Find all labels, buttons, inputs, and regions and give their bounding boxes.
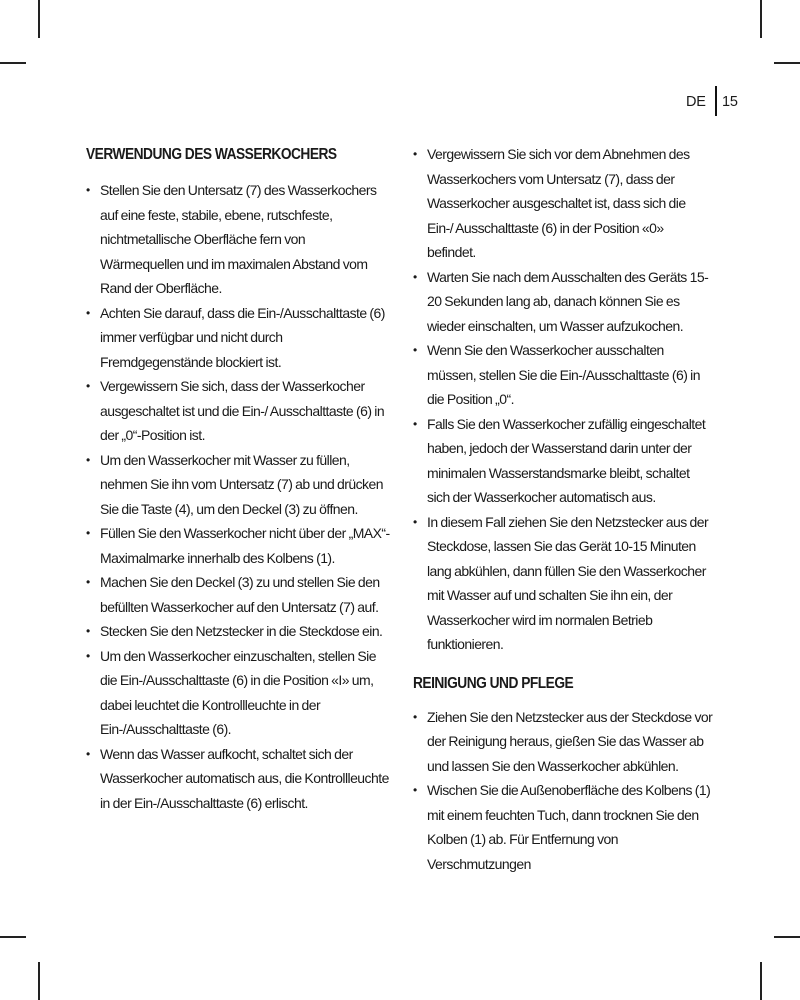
crop-mark-top-left-vertical <box>38 0 40 38</box>
bullet-icon: • <box>86 379 90 393</box>
crop-mark-top-right-horizontal <box>774 62 800 64</box>
list-item: • Achten Sie darauf, dass die Ein-/Ausschalttaste (6) immer verfügbar und nicht durch Fremdgegenstände blockiert ist. <box>86 301 390 375</box>
crop-mark-bottom-left-horizontal <box>0 936 26 938</box>
page-number: 15 <box>722 94 738 110</box>
bullet-icon: • <box>86 624 90 638</box>
language-code: DE <box>686 94 706 110</box>
list-item: • Um den Wasserkocher mit Wasser zu füllen, nehmen Sie ihn vom Untersatz (7) ab und drücken Sie die Taste (4), um den Deckel (3) zu öffnen. <box>86 448 390 522</box>
bullet-icon: • <box>86 526 90 540</box>
list-item: • Warten Sie nach dem Ausschalten des Geräts 15-20 Sekunden lang ab, danach können Sie es wieder einschalten, um Wasser aufzukochen. <box>413 265 713 339</box>
right-column <box>413 142 713 876</box>
list-item: • Stecken Sie den Netzstecker in die Steckdose ein. <box>86 619 390 644</box>
bullet-icon: • <box>413 783 417 797</box>
bullet-icon: • <box>413 514 417 529</box>
crop-mark-top-right-vertical <box>760 0 762 38</box>
list-item: • Ziehen Sie den Netzstecker aus der Steckdose vor der Reinigung heraus, gießen Sie das Wasser ab und lassen Sie den Wasserkocher abkühlen. <box>413 705 713 779</box>
list-item: • Wenn das Wasser aufkocht, schaltet sich der Wasserkocher automatisch aus, die Kontrollleuchte in der Ein-/Ausschalttaste (6) erlischt. <box>86 742 390 816</box>
list-item: • Falls Sie den Wasserkocher zufällig eingeschaltet haben, jedoch der Wasserstand darin unter der minimalen Wasserstandsmarke bleibt, schaltet sich der Wasserkocher automatisch aus. <box>413 412 713 510</box>
header-divider <box>715 86 717 116</box>
bullet-icon: • <box>86 183 90 197</box>
usage-list <box>86 178 390 815</box>
usage-list-continued <box>413 142 713 657</box>
list-item: • Wenn Sie den Wasserkocher ausschalten müssen, stellen Sie die Ein-/Ausschalttaste (6) in die Position „0“. <box>413 338 713 412</box>
crop-mark-top-left-horizontal <box>0 62 26 64</box>
list-item: • Füllen Sie den Wasserkocher nicht über der „MAX“-Maximalmarke innerhalb des Kolbens (1). <box>86 521 390 570</box>
list-item: • Um den Wasserkocher einzuschalten, stellen Sie die Ein-/Ausschalttaste (6) in die Position «I» um, dabei leuchtet die Kontrollleuchte in der Ein-/Ausschalttaste (6). <box>86 644 390 742</box>
list-item: • In diesem Fall ziehen Sie den Netzstecker aus der Steckdose, lassen Sie das Gerät 10-15 Minuten lang abkühlen, dann füllen Sie den Wasserkocher mit Wasser auf und schalten Sie ihn ein, der Wasserkocher wird im normalen Betrieb funktionieren. <box>413 510 713 657</box>
bullet-icon: • <box>86 648 90 663</box>
bullet-icon: • <box>86 305 90 320</box>
bullet-icon: • <box>86 452 90 467</box>
list-item: • Wischen Sie die Außenoberfläche des Kolbens (1) mit einem feuchten Tuch, dann trocknen Sie den Kolben (1) ab. Für Entfernung von Verschmutzungen <box>413 778 713 876</box>
bullet-icon: • <box>86 746 90 761</box>
crop-mark-bottom-left-vertical <box>38 962 40 1000</box>
section-heading-cleaning: REINIGUNG UND PFLEGE <box>413 674 574 692</box>
section-heading-usage: VERWENDUNG DES WASSERKOCHERS <box>86 146 337 163</box>
list-item: • Vergewissern Sie sich, dass der Wasserkocher ausgeschaltet ist und die Ein-/ Ausschalttaste (6) in der „0“-Position ist. <box>86 374 390 448</box>
crop-mark-bottom-right-horizontal <box>774 936 800 938</box>
bullet-icon: • <box>413 416 417 431</box>
bullet-icon: • <box>413 147 417 161</box>
left-column <box>86 144 390 815</box>
bullet-icon: • <box>413 709 417 724</box>
cleaning-list <box>413 705 713 877</box>
bullet-icon: • <box>86 575 90 589</box>
bullet-icon: • <box>413 343 417 357</box>
list-item: • Stellen Sie den Untersatz (7) des Wasserkochers auf eine feste, stabile, ebene, rutschfeste, nichtmetallische Oberfläche fern von Wärmequellen und im maximalen Abstand vom Rand der Oberfläche. <box>86 178 390 301</box>
list-item: • Vergewissern Sie sich vor dem Abnehmen des Wasserkochers vom Untersatz (7), dass der Wasserkocher ausgeschaltet ist, dass sich die Ein-/ Ausschalttaste (6) in der Position «0» befindet. <box>413 142 713 265</box>
bullet-icon: • <box>413 269 417 284</box>
crop-mark-bottom-right-vertical <box>760 962 762 1000</box>
list-item: • Machen Sie den Deckel (3) zu und stellen Sie den befüllten Wasserkocher auf den Untersatz (7) auf. <box>86 570 390 619</box>
